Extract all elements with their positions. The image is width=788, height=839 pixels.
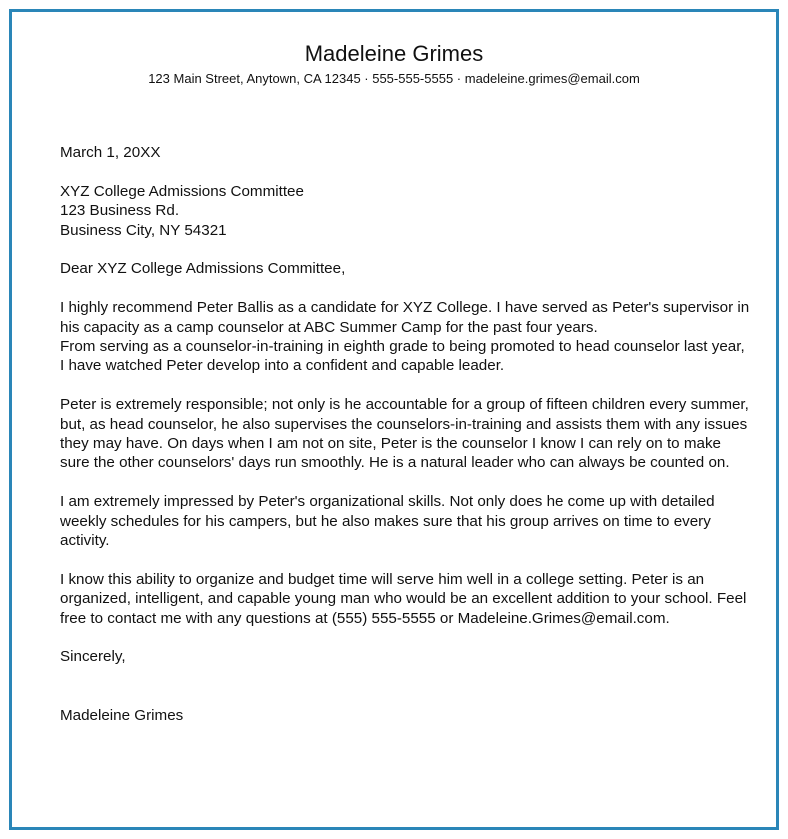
signature-name: Madeleine Grimes	[60, 706, 184, 724]
letter-date: March 1, 20XX	[60, 144, 161, 161]
paragraph-2: From serving as a counselor-in-training in eighth grade to being promoted to head counselor last year, I have watched Peter develop into a confident and capable leader.	[60, 338, 745, 375]
letter-page	[9, 9, 779, 830]
letter-body	[60, 143, 750, 725]
letterhead	[12, 40, 776, 88]
paragraph-3: Peter is extremely responsible; not only is he accountable for a group of fifteen children every summer, but, as head counselor, he also supervises the counselors-in-training and assists them with any issues they may have. On days when I am not on site, Peter is the counselor I know I can rely on to make sure the other counselors' days run smoothly. He is a natural leader who can always be counted on.	[60, 396, 749, 472]
sender-contact: 123 Main Street, Anytown, CA 12345 · 555-555-5555 · madeleine.grimes@email.com	[148, 71, 640, 86]
paragraph-4: I am extremely impressed by Peter's organizational skills. Not only does he come up with detailed weekly schedules for his campers, but he also makes sure that his group arrives on time to every activity.	[60, 493, 715, 550]
paragraph-1: I highly recommend Peter Ballis as a candidate for XYZ College. I have served as Peter's supervisor in his capacity as a camp counselor at ABC Summer Camp for the past four years.	[60, 299, 750, 336]
paragraph-5: I know this ability to organize and budget time will serve him well in a college setting. Peter is an organized, intelligent, and capable young man who would be an excellent addition to your school. Feel free to contact me with any questions at (555) 555-5555 or Madeleine.Grimes@email.com.	[60, 570, 747, 627]
recipient-line-3: Business City, NY 54321	[60, 221, 227, 239]
closing: Sincerely,	[60, 648, 126, 666]
salutation: Dear XYZ College Admissions Committee,	[60, 260, 346, 278]
sender-name: Madeleine Grimes	[304, 41, 484, 66]
recipient-line-1: XYZ College Admissions Committee	[60, 182, 304, 200]
recipient-line-2: 123 Business Rd.	[60, 202, 180, 220]
